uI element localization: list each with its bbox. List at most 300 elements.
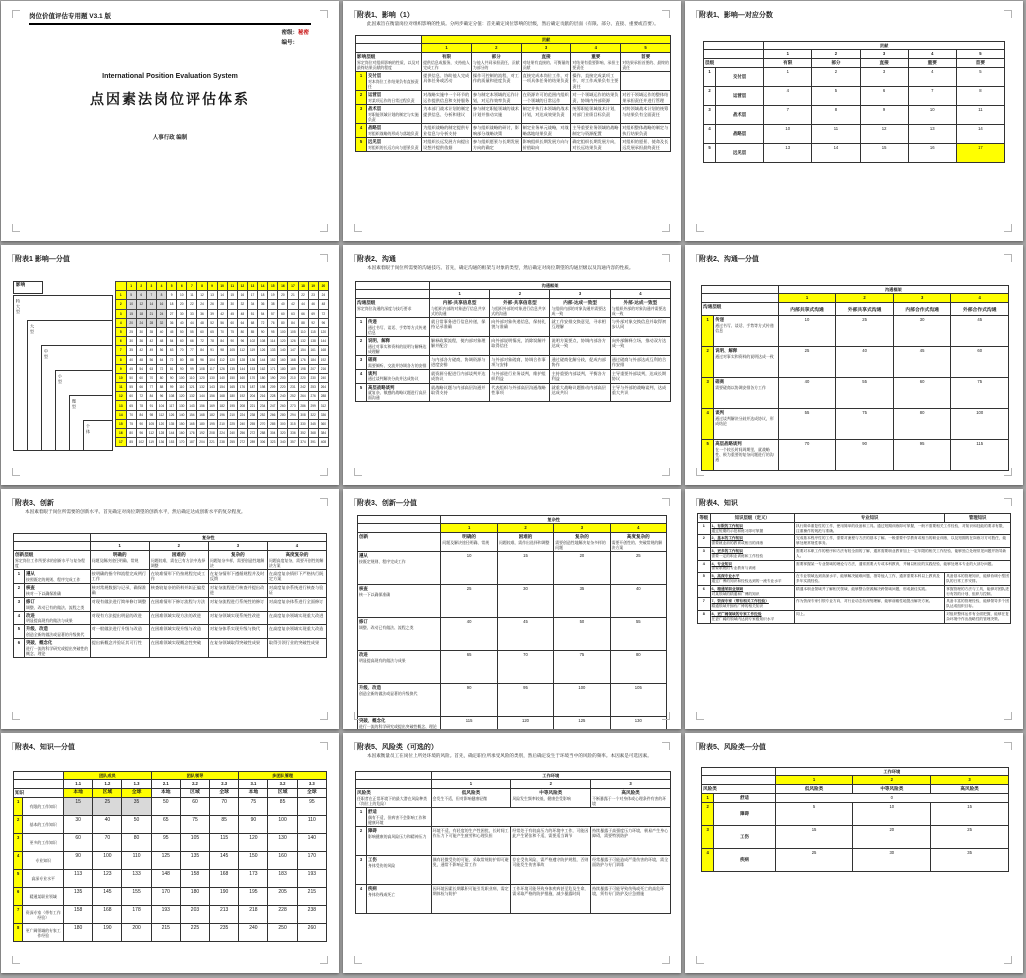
matrix-cell: 36 — [197, 309, 207, 318]
definition-cell: 在资源许可的范围内组织一个领域的日常运作 — [521, 91, 571, 105]
table-cell: 对本岗位工作结果负有直接责任 — [368, 78, 419, 89]
score-cell: 12 — [860, 124, 908, 143]
column-header — [422, 52, 472, 71]
score-cell: 100 — [951, 409, 1009, 440]
matrix-cell: 96 — [197, 355, 207, 364]
matrix-cell: 91 — [146, 401, 156, 410]
definition-cell: 参与制定本领域的运作计划，对运作效率负责 — [471, 91, 521, 105]
row-label — [367, 318, 430, 337]
table-row — [356, 355, 671, 369]
page-10-knowledge-scores[interactable] — [1, 733, 339, 973]
row-label: 更多的工作知识 — [23, 834, 64, 852]
table-cell: 升级、改造 — [359, 685, 381, 691]
scope-header: 全球 — [210, 788, 239, 797]
matrix-cell: 66 — [187, 337, 197, 346]
page-title: 附表1、影响—对应分数 — [699, 12, 773, 19]
score-cell: 115 — [951, 440, 1009, 471]
row-label — [24, 639, 90, 658]
matrix-cell: 96 — [318, 318, 328, 327]
definition-cell: 对若干领域运作的整体结果承担责任并进行管理 — [621, 91, 671, 105]
matrix-row — [116, 337, 329, 346]
row-label — [714, 793, 775, 802]
matrix-cell: 34 — [247, 300, 257, 309]
row-label — [710, 611, 795, 624]
matrix-cell: 44 — [298, 300, 308, 309]
matrix-cell: 68 — [247, 318, 257, 327]
score-cell: 150 — [239, 852, 268, 870]
row-number: 4 — [704, 124, 716, 143]
table-cell: 界定岗位沟通的深度与技巧要求 — [357, 305, 412, 311]
matrix-cell: 140 — [217, 373, 227, 382]
definition-cell: 持续暴露于可能导致伤残或死亡的高危环境，须有专门防护及应急措施 — [591, 884, 671, 913]
column-number: 5 — [956, 50, 1004, 58]
column-number: 4 — [908, 50, 956, 58]
row-label — [367, 91, 422, 105]
score-cell: 8 — [956, 86, 1004, 105]
spacer-cell — [356, 290, 430, 298]
row-label — [714, 825, 775, 848]
matrix-cell: 65 — [207, 327, 217, 336]
score-cell: 35 — [931, 848, 1009, 871]
table-cell: 在一个较长时间周期里，就战略性、极为重要的复杂问题进行的沟通 — [715, 446, 774, 463]
column-group-header: 复杂性 — [441, 516, 667, 524]
row-number: 5 — [356, 138, 367, 152]
matrix-cell: 266 — [268, 410, 278, 419]
table-cell: 运营层 — [733, 93, 747, 99]
matrix-cell: 156 — [207, 392, 217, 401]
table-cell: 进行一流的科学研究或提出突破性概念、理论 — [359, 723, 437, 729]
table-cell: 突破、概念化 — [359, 718, 386, 724]
row-label — [714, 802, 775, 825]
score-cell: 125 — [151, 852, 180, 870]
management-knowledge-cell: 具备丰富的管理经验，能够领导多个团队达成组织目标。 — [945, 598, 1011, 611]
row-label — [710, 573, 795, 586]
matrix-cell: 66 — [298, 309, 308, 318]
definition-cell: 按明确的指令和流程完成例行工作 — [90, 570, 149, 584]
column-header — [441, 532, 497, 551]
column-header-desc: 对结果有重要影响，承担主要责任 — [572, 59, 620, 70]
score-cell: 75 — [239, 798, 268, 816]
definition-cell: 参与组织愿景与长期发展方向的确定 — [471, 138, 521, 152]
matrix-cell: 190 — [268, 373, 278, 382]
score-cell: 183 — [268, 870, 297, 888]
page-9-knowledge-definition[interactable] — [685, 489, 1023, 729]
matrix-cell: 36 — [167, 318, 177, 327]
table-cell: 核一下以确保准确 — [359, 591, 391, 597]
page-title: 附表3、创新—分值 — [357, 500, 417, 507]
column-number: 2 — [497, 524, 553, 532]
matrix-cell: 60 — [227, 318, 237, 327]
matrix-cell: 45 — [126, 364, 136, 373]
score-cell: 135 — [180, 852, 209, 870]
matrix-cell: 39 — [207, 309, 217, 318]
matrix-row — [116, 327, 329, 336]
matrix-cell: 120 — [156, 419, 166, 428]
margin-mark — [1004, 742, 1012, 750]
score-cell: 15 — [497, 552, 553, 585]
spacer-cell — [704, 42, 764, 50]
matrix-cell: 110 — [187, 373, 197, 382]
table-row — [702, 440, 1009, 471]
spacer-cell — [358, 524, 441, 532]
column-header-label: 高度复杂的 — [626, 533, 650, 539]
page-3-impact-scores[interactable] — [685, 1, 1023, 241]
table-row — [698, 573, 1011, 586]
knowledge-level-title: 8、更广阔领域的专家工作经验 — [711, 612, 762, 617]
column-header — [853, 784, 931, 793]
innovation-definition-table — [13, 533, 327, 658]
row-label — [367, 884, 432, 913]
definition-cell: 在困难领域实现概念性突破 — [149, 639, 208, 658]
column-header-label: 外部共享式沟通 — [847, 307, 882, 313]
matrix-cell: 45 — [167, 327, 177, 336]
matrix-cell: 286 — [298, 401, 308, 410]
table-cell: 舒适 — [740, 794, 749, 800]
score-cell: 145 — [93, 888, 122, 906]
table-cell — [14, 780, 327, 788]
matrix-cell: 110 — [177, 383, 187, 392]
table-cell: 通过书写、谈话、手势等方式传递信息 — [715, 322, 774, 333]
score-cell: 10 — [908, 105, 956, 124]
matrix-cell: 143 — [207, 383, 217, 392]
table-cell: 需要系统的专业教育与训练 — [711, 566, 756, 571]
table-cell — [356, 772, 671, 780]
group-header: 团队成员 — [64, 772, 152, 780]
knowledge-score-table — [13, 771, 327, 942]
matrix-cell: 64 — [156, 355, 166, 364]
matrix-cell: 238 — [217, 438, 227, 447]
score-cell: 15 — [860, 143, 908, 162]
page-description: 此因素旨在衡量岗位对组织影响的性质。分两步确定分值：首先确定岗位影响的层级，然后确定贡献的层面（有限、部分、直接、重要或首要）。 — [367, 21, 659, 26]
page-6-communication-scores[interactable] — [685, 245, 1023, 485]
table-cell: 需要一定的职业训练和工作经验 — [711, 553, 764, 558]
margin-mark — [12, 498, 20, 506]
factor-table — [13, 533, 327, 658]
matrix-cell: 192 — [237, 392, 247, 401]
row-group-header — [14, 788, 64, 797]
matrix-cell: 14 — [146, 300, 156, 309]
page-7-innovation-definition[interactable] — [1, 489, 339, 729]
matrix-cell: 48 — [156, 337, 166, 346]
matrix-corner-label: 影响 — [13, 281, 43, 294]
column-number: 5 — [167, 282, 177, 291]
matrix-cell: 88 — [156, 383, 166, 392]
table-cell: 通过谈判解决分歧并达成协议，形成结论 — [715, 415, 774, 426]
column-header — [471, 52, 521, 71]
matrix-row — [116, 291, 329, 300]
score-cell: 25 — [610, 552, 666, 585]
matrix-cell: 23 — [308, 291, 318, 300]
score-cell: 170 — [297, 852, 326, 870]
column-number: 3 — [931, 776, 1009, 784]
margin-mark — [1004, 224, 1012, 232]
score-cell: 30 — [893, 316, 951, 347]
table-cell: 风险类 — [703, 785, 717, 791]
margin-mark — [662, 498, 670, 506]
table-row — [702, 793, 1009, 802]
definition-cell: 在高度复杂领域实现重大改造 — [267, 625, 326, 639]
matrix-row — [116, 318, 329, 327]
column-header-desc: 问题复杂多样，需要创造性地解决 — [209, 557, 265, 568]
definition-cell: 代表组织与外部高层沟通战略性事项 — [490, 383, 550, 402]
knowledge-level-title: 1、有限的工作知识 — [711, 523, 744, 528]
matrix-cell: 221 — [207, 438, 217, 447]
page-12-risk-scores[interactable] — [685, 733, 1023, 973]
matrix-cell: 18 — [136, 309, 146, 318]
table-row — [702, 848, 1009, 871]
table-row — [698, 585, 1011, 598]
org-size-label: 个体 — [86, 424, 91, 435]
table-row — [356, 884, 671, 913]
definition-cell: 制定并执行本领域的战术计划，对达成效果负责 — [521, 105, 571, 124]
page-4-impact-matrix[interactable] — [1, 245, 339, 485]
table-cell: 战略层 — [733, 131, 747, 137]
matrix-row — [116, 383, 329, 392]
definition-cell: 制定业务单元战略，对战略落地结果负责 — [521, 124, 571, 138]
matrix-cell: 189 — [288, 364, 298, 373]
column-header-label: 内部-共享信息型 — [442, 299, 477, 305]
column-header — [775, 784, 853, 793]
column-header: 知识层级（定义） — [710, 514, 795, 523]
matrix-cell: 152 — [268, 355, 278, 364]
score-cell: 30 — [64, 816, 93, 834]
column-group-header: 沟通框架 — [778, 286, 1008, 294]
column-header — [931, 784, 1009, 793]
spacer-cell — [356, 780, 432, 788]
matrix-cell: 42 — [288, 300, 298, 309]
matrix-cell: 288 — [258, 429, 268, 438]
column-number: 1 — [764, 50, 812, 58]
page-11-risk-definition[interactable] — [343, 733, 681, 973]
page-8-innovation-scores[interactable] — [343, 489, 681, 729]
matrix-cell: 85 — [126, 438, 136, 447]
page-1-cover[interactable] — [1, 1, 339, 241]
merged-cell — [431, 808, 670, 827]
row-number: 5 — [116, 327, 127, 336]
score-cell: 180 — [180, 888, 209, 906]
definition-cell: 直接完成本岗位工作，对一项具体任务的结果负责 — [521, 72, 571, 91]
column-number: 1.2 — [93, 780, 122, 788]
row-number: 3 — [704, 105, 716, 124]
matrix-cell: 209 — [268, 383, 278, 392]
matrix-row — [116, 429, 329, 438]
matrix-cell: 84 — [288, 318, 298, 327]
matrix-cell: 187 — [187, 438, 197, 447]
table-cell: 创造全新的做法或显著的升级换代 — [25, 632, 85, 638]
score-cell: 170 — [151, 888, 180, 906]
column-header: 专业知识 — [795, 514, 945, 523]
score-cell: 1 — [764, 67, 812, 86]
column-number: 9 — [207, 282, 217, 291]
spacer-cell — [702, 776, 776, 784]
column-header — [836, 302, 894, 315]
score-cell: 85 — [210, 816, 239, 834]
matrix-cell: 110 — [298, 327, 308, 336]
column-number: 20 — [318, 282, 328, 291]
matrix-cell: 80 — [156, 373, 166, 382]
table-cell: 远见层 — [368, 139, 382, 145]
table-cell: 创造全新的做法或显著的升级换代 — [359, 690, 418, 696]
column-number: 2.1 — [151, 780, 180, 788]
matrix-cell: 299 — [308, 401, 318, 410]
score-cell: 100 — [268, 816, 297, 834]
matrix-cell: 207 — [308, 364, 318, 373]
definition-cell: 与外部进行业务谈判，维护组织利益 — [490, 369, 550, 383]
matrix-cell: 51 — [247, 309, 257, 318]
column-header-label: 首要 — [640, 53, 651, 59]
matrix-cell: 273 — [288, 401, 298, 410]
score-cell: 148 — [151, 870, 180, 888]
margin-mark — [12, 10, 20, 18]
table-row — [698, 547, 1011, 560]
matrix-cell: 256 — [237, 429, 247, 438]
page-5-communication-definition[interactable] — [343, 245, 681, 485]
column-header — [430, 298, 490, 317]
definition-cell: 对跨领域战术计划的统筹与结果负有全面责任 — [621, 105, 671, 124]
matrix-cell: 96 — [136, 429, 146, 438]
matrix-cell: 60 — [197, 327, 207, 336]
matrix-cell: 28 — [146, 318, 156, 327]
score-cell: 90 — [64, 852, 93, 870]
matrix-cell: 187 — [247, 383, 257, 392]
score-cell: 115 — [441, 717, 497, 729]
management-knowledge-cell: 具备基本的管理知识，能够协调小型团队的日常工作安排。 — [945, 573, 1011, 586]
margin-mark — [354, 254, 362, 262]
matrix-cell: 40 — [278, 300, 288, 309]
matrix-cell: 26 — [207, 300, 217, 309]
matrix-cell: 240 — [227, 429, 237, 438]
matrix-cell: 182 — [207, 410, 217, 419]
matrix-cell: 72 — [258, 318, 268, 327]
matrix-cell: 300 — [278, 419, 288, 428]
page-2-impact-definition[interactable] — [343, 1, 681, 241]
definition-cell: 在困难领域实现升级与改造 — [149, 625, 208, 639]
table-cell: 工伤 — [740, 833, 749, 839]
matrix-cell: 144 — [318, 337, 328, 346]
table-row — [702, 347, 1009, 378]
row-label — [367, 355, 430, 369]
column-header-label: 高风险类 — [621, 789, 640, 795]
table-cell: 改进 — [25, 612, 35, 618]
score-cell: 60 — [64, 834, 93, 852]
table-cell: 层级 — [705, 59, 715, 65]
matrix-row — [116, 392, 329, 401]
matrix-cell: 95 — [268, 327, 278, 336]
margin-mark — [696, 224, 704, 232]
matrix-cell: 21 — [288, 291, 298, 300]
definition-cell: 就战略议题与内部高层沟通并取得支持 — [430, 383, 490, 402]
score-cell: 8 — [812, 105, 860, 124]
matrix-cell: 84 — [197, 346, 207, 355]
matrix-cell: 180 — [278, 364, 288, 373]
matrix-cell: 323 — [268, 438, 278, 447]
professional-knowledge-cell: 作为资深专家引领专业方向，对行业动态有深刻理解，能够前瞻性地提出解决方案。 — [795, 598, 945, 611]
table-cell: 需要倾听、交流并协调各方的安排 — [368, 362, 427, 368]
definition-cell: 操作、直接完成某项工作，对工作成果负有主要责任 — [571, 72, 621, 91]
matrix-cell: 75 — [126, 419, 136, 428]
column-header — [610, 298, 670, 317]
column-number: 1 — [422, 44, 472, 52]
score-cell: 115 — [210, 834, 239, 852]
table-row — [14, 597, 327, 611]
column-group-header: 贡献 — [422, 36, 671, 44]
column-header-desc: 与他人共同承担责任，贡献为部分的 — [472, 59, 520, 70]
score-cell: 70 — [210, 798, 239, 816]
row-number: 6 — [14, 639, 25, 658]
margin-mark — [354, 956, 362, 964]
matrix-cell: 192 — [318, 355, 328, 364]
matrix-cell: 115 — [308, 327, 318, 336]
row-label — [710, 598, 795, 611]
table-cell: 疾病 — [368, 885, 377, 891]
table-cell: 进行一流的科学研究或提出突破性的概念、理论 — [25, 645, 89, 657]
row-label: 有限的工作知识 — [23, 798, 64, 816]
table-row — [358, 585, 667, 618]
scope-header: 本地 — [151, 788, 180, 797]
table-row — [14, 888, 327, 906]
matrix-cell: 126 — [167, 410, 177, 419]
matrix-cell: 48 — [318, 300, 328, 309]
matrix-cell: 204 — [197, 438, 207, 447]
margin-mark — [662, 224, 670, 232]
column-header-desc: 问题较难，需作出选择和调整 — [498, 539, 550, 545]
column-header — [591, 788, 671, 807]
merged-score-cell: 0 — [775, 793, 1008, 802]
column-header-desc: 与组织内部的对象进行信息共享式的沟通 — [431, 305, 486, 316]
matrix-cell: 60 — [177, 337, 187, 346]
matrix-cell: 114 — [268, 337, 278, 346]
matrix-cell: 153 — [167, 438, 177, 447]
matrix-cell: 27 — [167, 309, 177, 318]
score-cell: 7 — [764, 105, 812, 124]
column-number: 3.1 — [239, 780, 268, 788]
definition-cell: 环境不适、有轻度的生产性困扰，长时间工作压力下可能产生疲劳和心理负担 — [431, 826, 511, 855]
row-number: 17 — [116, 438, 127, 447]
table-row — [356, 336, 671, 355]
matrix-cell: 136 — [247, 355, 257, 364]
column-header-desc: 对结果有直接的、可衡量的贡献 — [522, 59, 570, 70]
matrix-cell: 84 — [146, 392, 156, 401]
matrix-cell: 85 — [247, 327, 257, 336]
group-header: 多团队管理 — [239, 772, 327, 780]
matrix-cell: 160 — [278, 355, 288, 364]
row-number: 4 — [702, 848, 714, 871]
score-cell: 40 — [836, 347, 894, 378]
definition-cell: 对现有做法进行简单修订调整 — [90, 597, 149, 611]
score-cell: 15 — [775, 825, 853, 848]
margin-mark — [696, 712, 704, 720]
matrix-cell: 48 — [197, 318, 207, 327]
definition-cell: 在困难领域实现方法的改进 — [149, 611, 208, 625]
definition-cell: 经常暴露于可能造成严重伤害的环境，需全面防护与专门训练 — [591, 855, 671, 884]
table-cell: 交付层 — [733, 74, 747, 80]
score-cell: 195 — [239, 888, 268, 906]
row-number: 3 — [356, 855, 367, 884]
spacer-cell — [702, 294, 779, 302]
org-size-label: 大型 — [30, 324, 35, 335]
column-number: 4 — [267, 542, 326, 550]
table-cell: 障碍 — [740, 810, 749, 816]
row-label — [710, 585, 795, 598]
column-number: 19 — [308, 282, 318, 291]
matrix-cell: 12 — [197, 291, 207, 300]
spacer-cell — [702, 768, 776, 776]
table-row — [358, 684, 667, 717]
matrix-cell: 54 — [258, 309, 268, 318]
table-cell: 明显提高现有的做法与成果 — [25, 618, 73, 624]
matrix-cell: 160 — [177, 429, 187, 438]
matrix-cell: 272 — [247, 429, 257, 438]
